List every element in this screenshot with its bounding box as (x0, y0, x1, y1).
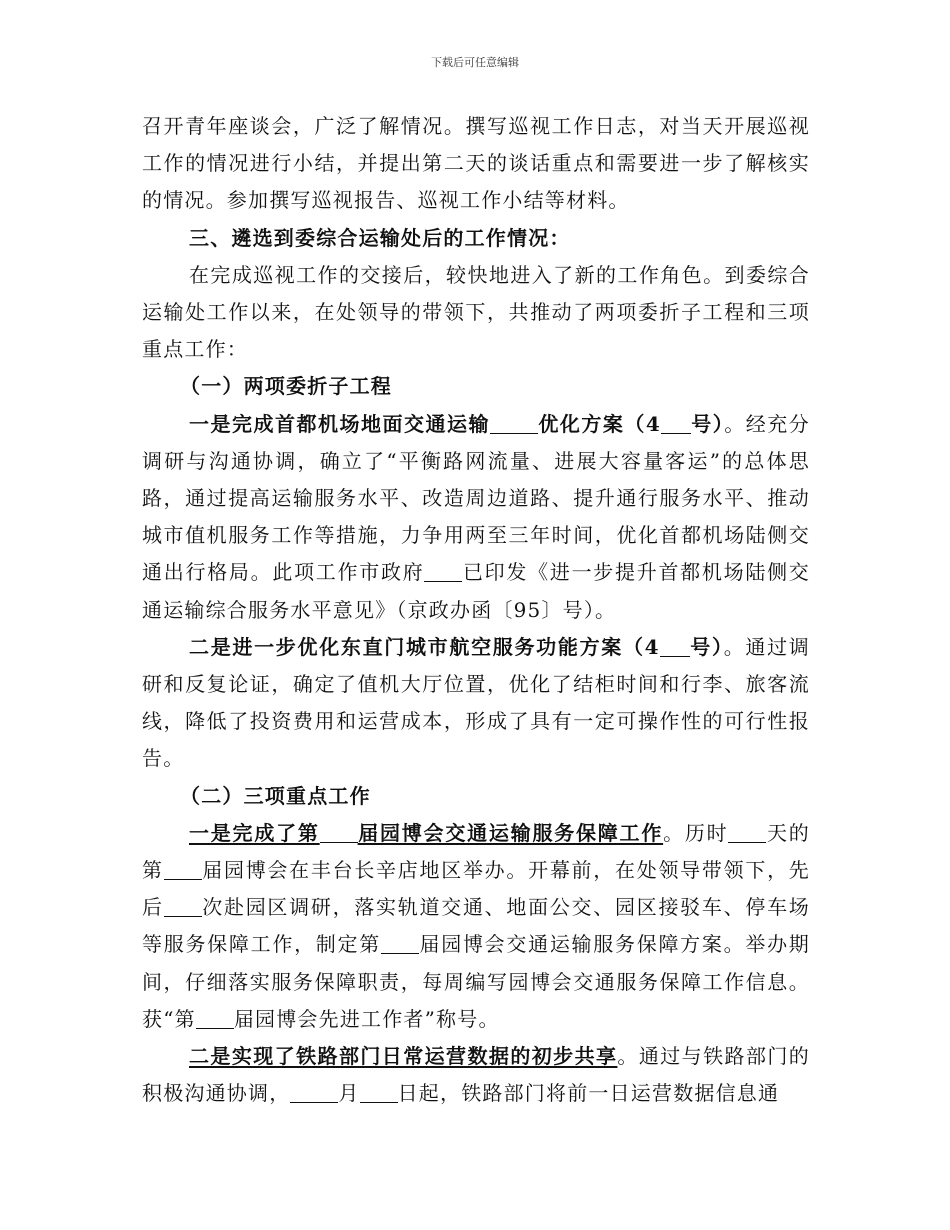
blank-line (164, 896, 202, 917)
subheading-1: （一）两项委折子工程 (180, 374, 392, 399)
subheading-2: （二）三项重点工作 (180, 783, 371, 808)
item-4-title: 二是实现了铁路部门日常运营数据的初步共享 (189, 1044, 618, 1069)
item-2-title-b: 号） (689, 634, 724, 659)
blank-line (381, 933, 419, 954)
item-3-title-b: 届园博会交通运输服务保障工作 (357, 820, 664, 845)
document-body (142, 108, 810, 1112)
paragraph-1: 召开青年座谈会，广泛了解情况。撰写巡视工作日志，对当天开展巡视工作的情况进行小结，并提出第二天的谈话重点和需要进一步了解核实的情况。参加撰写巡视报告、巡视工作小结等材料。 (142, 114, 810, 213)
item-3-paragraph (142, 815, 810, 1038)
item-2-text: 。通过调研和反复论证，确定了值机大厅位置，优化了结柜时间和行李、旅客流线，降低了投资费用和运营成本，形成了具有一定可操作性的可行性报告。 (142, 634, 810, 771)
blank-line (728, 822, 766, 843)
item-3-text-6: 届园博会先进工作者”称号。 (233, 1006, 500, 1031)
item-1-paragraph (142, 406, 810, 629)
blank-line (360, 1082, 398, 1103)
page-header: 下载后可任意编辑 (431, 56, 519, 69)
section-heading-3: 三、遴选到委综合运输处后的工作情况： (189, 225, 571, 250)
blank-line (290, 1082, 338, 1103)
item-3-text-1: 。历时 (663, 820, 729, 845)
blank-line (164, 859, 202, 880)
item-1-title-c: 号） (690, 411, 725, 436)
item-3-text-4: 次赴园区调研，落实轨道交通、地面公交、园区接驳车、停车场等服务保障工作，制定第 (142, 895, 810, 957)
item-2-title-a: 二是进一步优化东直门城市航空服务功能方案（4 (189, 634, 660, 659)
blank-line (660, 636, 690, 657)
blank-line (320, 822, 358, 843)
item-4-paragraph (142, 1038, 810, 1112)
item-3-title-a: 一是完成了第 (189, 820, 320, 845)
item-3-text-5: 届园博会交通运输服务保障方案。举办期间，仔细落实服务保障职责，每周编写园博会交通服务保障工作信息。获“第 (142, 932, 810, 1031)
item-4-text-3: 日起，铁路部门将前一日运营数据信息通 (397, 1081, 780, 1106)
item-1-text-b: 已印发《进一步提升首都机场陆侧交通运输综合服务水平意见》（京政办函〔95〕号）。 (142, 560, 811, 622)
item-3-text-3: 届园博会在丰台长辛店地区举办。开幕前，在处领导带领下，先后 (142, 858, 810, 920)
paragraph-2: 在完成巡视工作的交接后，较快地进入了新的工作角色。到委综合运输处工作以来，在处领导的带领下，共推动了两项委折子工程和三项重点工作： (142, 262, 810, 362)
item-3-text-2: 天的第 (142, 820, 810, 883)
blank-line (196, 1008, 234, 1029)
blank-line (661, 413, 691, 434)
blank-line (490, 413, 538, 434)
item-2-paragraph (142, 629, 810, 778)
item-1-text-a: 。经充分调研与沟通协调，确立了“平衡路网流量、进展大容量客运”的总体思路，通过提高运输服务水平、改造周边道路、提升通行服务水平、推动城市值机服务工作等措施，力争用两至三年时间，优化首都机场陆侧交通出行格局。此项工作市政府 (142, 411, 810, 585)
item-4-text-1: 。通过与铁路部门的积极沟通协调， (142, 1044, 810, 1106)
item-4-text-2: 月 (338, 1081, 360, 1106)
item-1-title-b: 优化方案（4 (538, 411, 661, 436)
blank-line (424, 561, 462, 582)
item-1-title-a: 一是完成首都机场地面交通运输 (189, 411, 491, 436)
